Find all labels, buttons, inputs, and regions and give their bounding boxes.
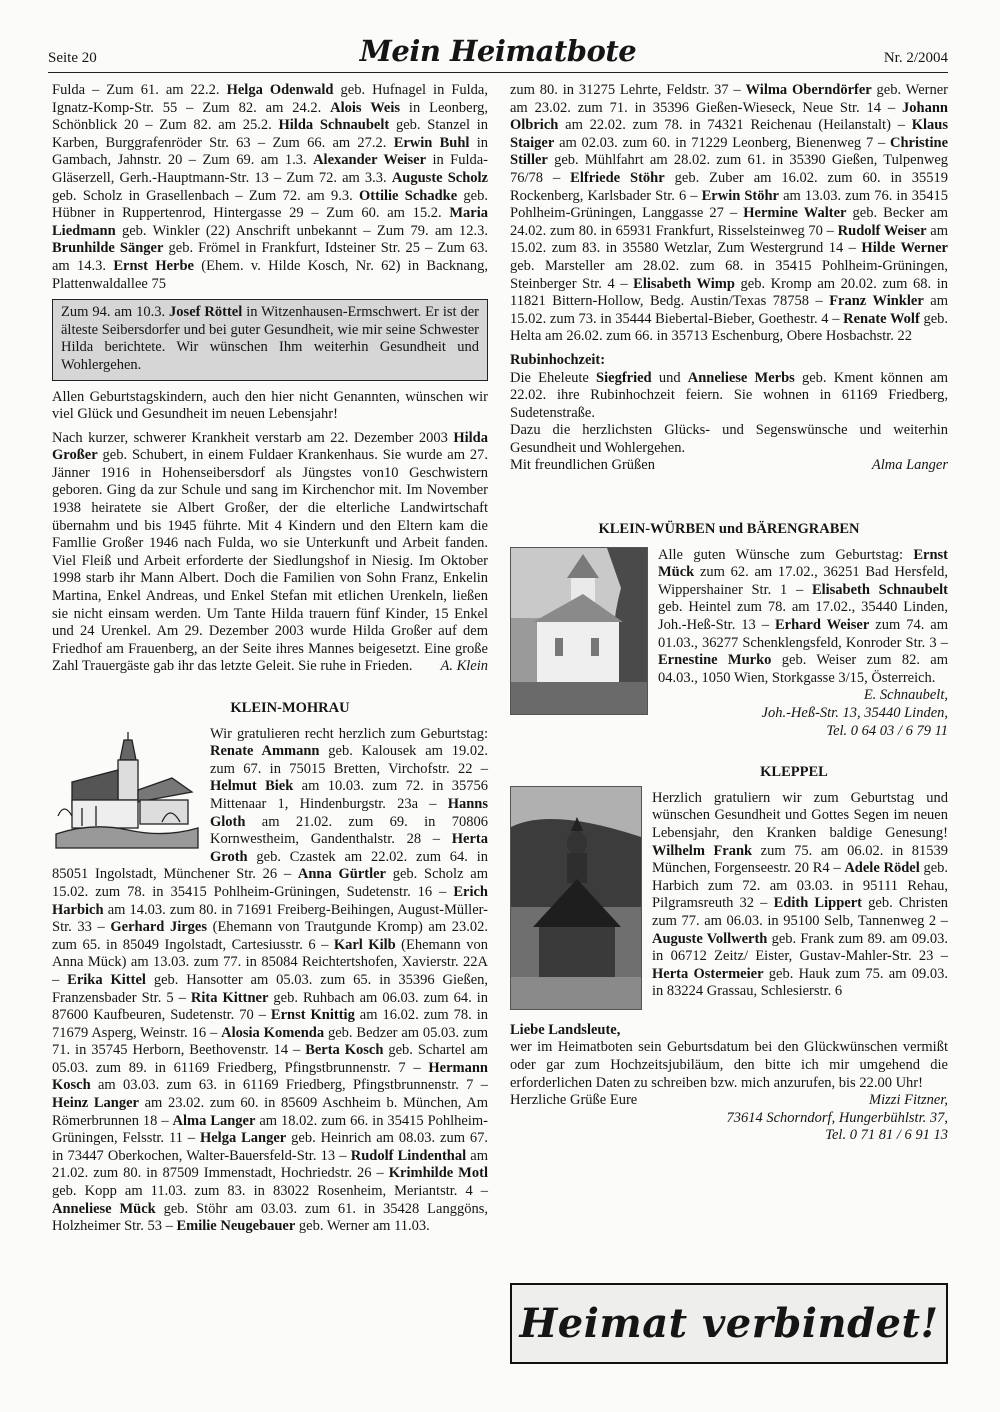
- left-column: [52, 82, 488, 1236]
- klein-mohrau-text: Wir gratulieren recht herzlich zum Geburtstag: Renate Ammann geb. Kalousek am 19.02. zum 67. in 75015 Bretten, Virchofstr. 22 – Helmut Biek am 10.03. zum 72. in 35756 Mittenaar 1, Hindenburgstr. 23a – Hanns Gloth am 21.02. zum 69. in 70806 Kornwestheim, Gandenthalstr. 28 – Herta Groth geb. Czastek am 22.02. zum 64. in 85051 Ingolstadt, Münchener Str. 26 – Anna Gürtler geb. Scholz am 15.02. zum 78. in 35415 Pohlheim-Grüningen, Sudetenstr. 16 – Erich Harbich am 14.03. zum 80. in 71691 Freiberg-Beihingen, August-Müller-Str. 33 – Gerhard Jirges (Ehemann von Trautgunde Kromp) am 23.02. zum 65. in 85049 Ingolstadt, Cartesiusstr. 6 – Karl Kilb (Ehemann von Anna Mück) am 13.03. zum 77. in 85084 Reichtertshofen, Xavierstr. 22A – Erika Kittel geb. Hansotter am 05.03. zum 65. in 35396 Gießen, Franzensbader Str. 5 – Rita Kittner geb. Ruhbach am 06.03. zum 64. in 87600 Kaufbeuren, Sudetenstr. 70 – Ernst Knittig am 16.02. zum 78. in 71679 Asperg, Weinstr. 16 – Alosia Komenda geb. Bedzer am 05.03. zum 71. in 35745 Herborn, Beethovenstr. 14 – Berta Kosch geb. Schartel am 05.03. zum 89. in 61169 Friedberg, Pfingstbrunnenstr. 7 – Hermann Kosch am 03.03. zum 63. in 61169 Friedberg, Pfingstbrunnenstr. 7 – Heinz Langer am 23.02. zum 60. in 85609 Aschheim b. München, Am Römerbrunnen 18 – Alma Langer am 18.02. zum 66. in 35415 Pohlheim-Grüningen, Felsstr. 11 – Helga Langer geb. Heinrich am 08.03. zum 67. in 73447 Oberkochen, Walter-Bauersfeld-Str. 13 – Rudolf Lindenthal am 21.02. zum 80. in 87509 Immenstadt, Hochriedstr. 26 – Krimhilde Motl geb. Kopp am 11.03. zum 83. in 83022 Rosenheim, Meriantstr. 4 – Anneliese Mück geb. Stöhr am 03.03. zum 61. in 35428 Langgöns, Holzheimer Str. 53 – Emilie Neugebauer geb. Werner am 11.03.: [52, 725, 489, 1235]
- wooden-church-photo: [510, 786, 642, 1010]
- regards-signature-name: Mizzi Fitzner,: [869, 1092, 948, 1109]
- kw-signature-address: Joh.-Heß-Str. 13, 35440 Linden,: [761, 705, 948, 721]
- obituary-text: Nach kurzer, schwerer Krankheit verstarb am 22. Dezember 2003 Hilda Großer geb. Schubert, in einem Fuldaer Krankenhaus. Sie wurde am 27. Jänner 1916 in Hohenseibersdorf als Jüngstes von10 Geschwistern geboren. Ging da zur Schule und sang im Kirchenchor mit. Im November 1938 heiratete sie Albert Großer, der die elterliche Landwirtschaft übernahm und bis 1945 führte. Mit 4 Kindern und den Eltern kam die Famllie Großer 1946 nach Fulda, wo sie Unterkunft und Arbeit fanden. Viel Fleiß und Arbeit erforderte der Siedlungshof in Niesig. Im Oktober 1998 starb ihr Mann Albert. Doch die Familien von Sohn Franz, Enkelin Martina, Enkel Andreas, und Enkel Stefan mit etlichen Urenkeln, ließen sie nicht einsam werden. Um Tante Hilda trauern fünf Kinder, 15 Enkel und 24 Urenkel. Am 29. Dezember 2003 wurde Hilda Großer auf dem Friedhof am Frauenberg, an der Seite ihres Mannes beigesetzt. Eine große Zahl Trauergäste gab ihr das letzte Geleit. Sie ruhe in Frieden.: [52, 429, 488, 675]
- page-header: [48, 34, 948, 73]
- slogan-banner: [510, 1283, 948, 1364]
- issue-number: Nr. 2/2004: [883, 50, 948, 66]
- section-title-klein-wuerben: KLEIN-WÜRBEN und BÄRENGRABEN: [598, 521, 860, 538]
- greeting-text: Mit freundlichen Grüßen: [510, 457, 655, 474]
- slogan-text: Heimat verbindet!: [519, 1300, 939, 1347]
- ruby-wedding-text: Die Eheleute Siegfried und Anneliese Merbs geb. Kment können am 22.02. ihre Rubinhochzeit feiern. Sie wohnen in 61169 Friedberg, Sudetenstraße.: [510, 369, 948, 421]
- obituary-signature: A. Klein: [440, 658, 488, 675]
- page-number: Seite 20: [48, 50, 97, 66]
- ruby-wedding-title: Rubinhochzeit:: [510, 351, 606, 368]
- chapel-photo: [510, 547, 648, 715]
- section-title-klein-mohrau: KLEIN-MOHRAU: [230, 700, 350, 716]
- regards-signature-address: 73614 Schorndorf, Hungerbühlstr. 37,: [726, 1109, 948, 1126]
- greeting-line: [510, 457, 948, 475]
- obituary: [52, 430, 488, 676]
- birthday-list-continued: zum 80. in 31275 Lehrte, Feldstr. 37 – Wilma Oberndörfer geb. Werner am 23.02. zum 71. in 35396 Gießen-Wieseck, Neue Str. 14 – Johann Olbrich am 22.02. zum 78. in 74321 Reichenau (Heilanstalt) – Klaus Staiger am 02.03. zum 60. in 71229 Leonberg, Bienenweg 7 – Christine Stiller geb. Mühlfahrt am 28.02. zum 61. in 35390 Gießen, Tulpenweg 76/78 – Elfriede Stöhr geb. Zuber am 16.02. zum 60. in 35519 Rockenberg, Karlsbader Str. 6 – Erwin Stöhr am 13.03. zum 76. in 35415 Pohlheim-Grüningen, Langgasse 27 – Hermine Walter geb. Becker am 24.02. zum 80. in 65931 Frankfurt, Risselsteinweg 70 – Rudolf Weiser am 15.02. zum 83. in 35580 Wetzlar, Zum Westergrund 14 – Hilde Werner geb. Marsteller am 28.02. zum 68. in 35415 Pohlheim-Grüningen, Steinberger Str. 4 – Elisabeth Wimp geb. Kromp am 20.02. zum 68. in 11821 Bittern-Hollow, Bedg. Austin/Texas 78758 – Franz Winkler am 15.02. zum 73. in 35444 Biebertal-Bieber, Goethestr. 4 – Renate Wolf geb. Helta am 26.02. zum 66. in 35713 Eschenburg, Obere Hosbachstr. 22: [510, 82, 949, 345]
- kleppel-section: [510, 790, 948, 1001]
- kw-signature-name: E. Schnaubelt,: [863, 687, 948, 704]
- regards-signature-phone: Tel. 0 71 81 / 6 91 13: [825, 1127, 948, 1144]
- ruby-wedding-wishes: Dazu die herzlichsten Glücks- und Segenswünsche und weiterhin Gesundheit und Wohlergehen.: [510, 422, 948, 456]
- right-column: [510, 82, 948, 1145]
- greeting-signature: Alma Langer: [871, 457, 948, 474]
- kw-signature-phone: Tel. 0 64 03 / 6 79 11: [826, 722, 948, 739]
- dear-compatriots-title: Liebe Landsleute,: [510, 1021, 621, 1038]
- masthead-logo: Mein Heimatbote: [359, 34, 637, 68]
- regards-text: Herzliche Grüße Eure: [510, 1092, 638, 1109]
- dear-compatriots-greeting: [510, 1092, 948, 1110]
- klein-mohrau-section: [52, 726, 488, 1236]
- highlight-box: Zum 94. am 10.3. Josef Röttel in Witzenhausen-Ermschwert. Er ist der älteste Seibersdorfer und bei guter Gesundheit, wie mir seine Schwester Hilda berichtete. Wir wünschen Ihm weiterhin Gesundheit und Wohlergehen.: [52, 299, 488, 380]
- section-title-kleppel: KLEPPEL: [760, 764, 828, 781]
- birthday-list-fulda: Fulda – Zum 61. am 22.2. Helga Odenwald geb. Hufnagel in Fulda, Ignatz-Komp-Str. 55 – Zum 82. am 24.2. Alois Weis in Leonberg, Schönblick 20 – Zum 82. am 25.2. Hilda Schnaubelt geb. Stanzel in Karben, Burggrafenröder Str. 63 – Zum 66. am 27.2. Erwin Buhl in Gambach, Jahnstr. 20 – Zum 69. am 1.3. Alexander Weiser in Fulda-Gläserzell, Gerh.-Hauptmann-Str. 13 – Zum 72. am 3.3. Auguste Scholz geb. Scholz in Grasellenbach – Zum 72. am 9.3. Ottilie Schadke geb. Hübner in Ruppertenrod, Hintergasse 29 – Zum 60. am 15.2. Maria Liedmann geb. Winkler (22) Anschrift unbekannt – Zum 79. am 12.3. Brunhilde Sänger geb. Frömel in Frankfurt, Idsteiner Str. 25 – Zum 63. am 14.3. Ernst Herbe (Ehem. v. Hilde Kosch, Nr. 62) in Backnang, Plattenwaldallee 75: [52, 82, 489, 292]
- dear-compatriots-text: wer im Heimatboten sein Geburtsdatum bei den Glückwünschen vermißt oder gar zum Hochzeitsjubiläum, den bitte ich mir umgehend die erforderlichen Daten zu schreiben bzw. mich anzurufen, bis 22.00 Uhr!: [510, 1039, 948, 1091]
- klein-wuerben-text: Alle guten Wünsche zum Geburtstag: Ernst Mück zum 62. am 17.02., 36251 Bad Hersfeld, Wippershainer Str. 1 – Elisabeth Schnaubelt geb. Heintel zum 78. am 17.02., 35440 Linden, Joh.-Heß-Str. 13 – Erhard Weiser zum 74. am 01.03., 36277 Schenklengsfeld, Konroder Str. 3 – Ernestine Murko geb. Weiser zum 82. am 04.03., 1050 Wien, Storkgasse 3/15, Österreich.: [658, 546, 949, 686]
- birthday-wishes: Allen Geburtstagskindern, auch den hier nicht Genannten, wünschen wir viel Glück und Gesundheit im neuen Lebensjahr!: [52, 388, 488, 423]
- village-church-drawing: [52, 730, 200, 850]
- kleppel-text: Herzlich gratuliern wir zum Geburtstag und wünschen Gesundheit und Gottes Segen im neuen Lebensjahr, den Kranken baldige Genesung! Wilhelm Frank zum 75. am 06.02. in 81539 München, Forgenseestr. 20 R4 – Adele Rödel geb. Harbich zum 72. am 03.03. in 95111 Rehau, Pilgramsreuth 32 – Edith Lippert geb. Christen zum 77. am 06.03. in 95100 Selb, Tannenweg 2 – Auguste Vollwerth geb. Frank zum 89. am 09.03. in 06712 Zeitz/ Eister, Gustav-Mahler-Str. 23 – Herta Ostermeier geb. Hauk zum 75. am 09.03. in 83224 Grassau, Schlesierstr. 6: [652, 789, 948, 1000]
- klein-wuerben-section: [510, 547, 948, 741]
